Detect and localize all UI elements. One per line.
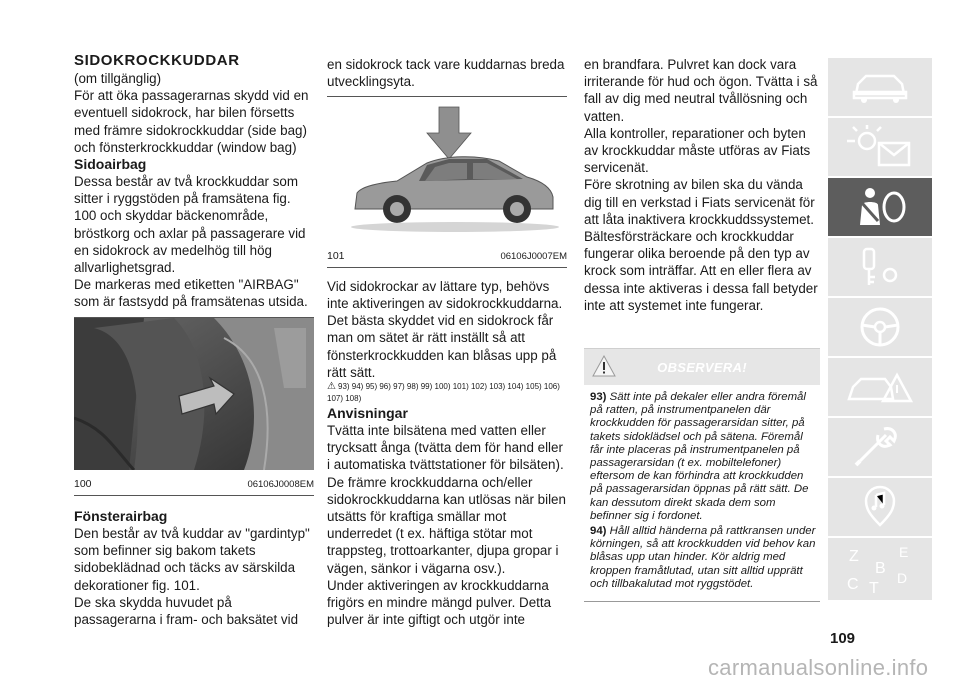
subheading-anvisningar: Anvisningar <box>327 405 408 422</box>
figure-number: 100 <box>74 477 92 490</box>
chapter-tabs <box>828 58 932 602</box>
paragraph: Vid sidokrockar av lättare typ, behövs inte aktiveringen av sidokrockkuddarna. <box>327 278 563 312</box>
paragraph: Före skrotning av bilen ska du vända dig till en verkstad i Fiats servicenät för att låta inaktivera krockkuddssystemet. <box>584 177 815 227</box>
paragraph: Under aktiveringen av krockkuddarna frigörs en mindre mängd pulver. Detta pulver är inte giftigt och utgör inte <box>327 577 552 628</box>
car-icon <box>850 68 910 106</box>
tab-safety[interactable] <box>828 178 932 236</box>
figure-code: 06106J0008EM <box>247 478 314 490</box>
observe-header <box>584 348 820 385</box>
index-letter: E <box>899 544 909 560</box>
index-letter: C <box>847 576 859 593</box>
paragraph: Bältesförsträckare och krockkuddar fungerar olika beroende på den typ av krock som inträffar. Att en eller flera av dessa inte aktiveras i dessa fall betyder inte att systemet inte fungerar. <box>584 229 818 313</box>
subheading-fonsterairbag: Fönsterairbag <box>74 508 168 525</box>
warning-triangle-icon: ⚠ <box>327 381 336 393</box>
tab-multimedia[interactable] <box>828 478 932 536</box>
page-number: 109 <box>830 630 856 647</box>
paragraph: De främre krockkuddarna och/eller sidokrockkuddarna kan utlösas när bilen utsätts för kraftiga smällar mot underredet (t ex. häftiga stötar mot trappsteg, trottoarkanter, djupa gropar i vägen, sänkor i vägarna osv.). <box>327 474 566 576</box>
observe-item <box>590 525 818 591</box>
paragraph: Tvätta inte bilsätena med vatten eller trycksatt ånga (tvätta dem för hand eller i automatiska tvättstationer för bilsäten). <box>327 423 564 473</box>
lights-message-icon <box>845 125 915 169</box>
reference-list: 93) 94) 95) 96) 97) 98) 99) 100) 101) 102) 103) 104) 105) 106) 107) 108) <box>327 382 560 404</box>
warning-references <box>327 381 567 405</box>
key-icon <box>850 245 910 289</box>
tab-steering[interactable] <box>828 298 932 356</box>
column-2 <box>327 56 567 628</box>
index-letter: B <box>875 560 886 577</box>
section-title: SIDOKROCKKUDDAR <box>74 52 240 69</box>
tab-starting-driving[interactable] <box>828 238 932 296</box>
observe-box <box>584 348 820 602</box>
figure-caption <box>327 246 567 267</box>
figure-caption <box>74 474 314 495</box>
index-letter: Z <box>849 548 859 565</box>
column-1 <box>74 52 314 628</box>
paragraph: en sidokrock tack vare kuddarnas breda utvecklingsyta. <box>327 57 565 90</box>
tab-lights-messages[interactable] <box>828 118 932 176</box>
index-letters-icon <box>835 541 925 597</box>
figure-code: 06106J0007EM <box>500 250 567 262</box>
tab-car[interactable] <box>828 58 932 116</box>
car-windowbag-illustration <box>327 97 567 241</box>
watermark: carmanualsonline.info <box>708 655 929 680</box>
observe-item-number: 94) <box>590 525 607 538</box>
observe-item-text: Håll alltid händerna på rattkransen under körningen, så att krockkudden vid behov kan blåsas upp utan hinder. Kör aldrig med kroppen framåtlutad, utan sitt alltid upprätt och tillbakalutad mot ryggstödet. <box>590 525 816 590</box>
wrench-car-icon <box>850 425 910 469</box>
paragraph: Den består av två kuddar av "gardintyp" som befinner sig bakom takets sidobeklädnad och täcks av särskilda dekorationer fig. 101. <box>74 526 310 593</box>
observe-item <box>590 391 818 523</box>
column-3 <box>584 56 820 602</box>
subheading-sidoairbag: Sidoairbag <box>74 156 147 173</box>
breakdown-warning-icon <box>845 365 915 409</box>
seat-sidebag-illustration <box>74 318 314 470</box>
steering-wheel-icon <box>855 305 905 349</box>
multimedia-icon <box>850 485 910 529</box>
paragraph: De ska skydda huvudet på passagerarna i fram- och baksätet vid <box>74 594 299 628</box>
observe-item-number: 93) <box>590 391 607 404</box>
tab-maintenance[interactable] <box>828 418 932 476</box>
tab-index[interactable] <box>828 538 932 600</box>
paragraph: För att öka passagerarnas skydd vid en eventuell sidokrock, har bilen försetts med främre sidokrockkuddar (side bag) och fönsterkrockkuddar (window bag) <box>74 88 309 155</box>
observe-item-text: Sätt inte på dekaler eller andra föremål på ratten, på instrumentpanelen där krockkudden för passagerarsidan sitter, på takets sidoklädsel och på sätena. Föremål får inte placeras på instrumentpanelen på passagerarsidan (t ex. mobiltelefoner) eftersom de kan förhindra att krockkudden på passagerarsidan öppnas på rätt sätt. De kan dessutom direkt skada dem som befinner sig i fordonet. <box>590 391 809 522</box>
figure-101 <box>327 96 567 267</box>
paragraph: en brandfara. Pulvret kan dock vara irriterande för hud och ögon. Tvätta i så fall av dig med neutral tvållösning och vatten. <box>584 57 818 124</box>
paragraph: Alla kontroller, reparationer och byten av krockkuddar måste utföras av Fiats servicenät. <box>584 125 811 176</box>
paragraph: (om tillgänglig) <box>74 71 162 86</box>
index-letter: D <box>897 570 908 586</box>
index-letter: T <box>869 580 879 597</box>
figure-100 <box>74 317 314 496</box>
tab-emergency[interactable] <box>828 358 932 416</box>
paragraph: Det bästa skyddet vid en sidokrock får man om sätet är rätt inställt så att fönsterkrockkudden kan blåsas upp på rätt sätt. <box>327 313 557 380</box>
observe-body <box>584 385 820 601</box>
observe-title: OBSERVERA! <box>657 360 747 376</box>
paragraph: De markeras med etiketten "AIRBAG" som är fastsydd på framsätenas utsida. <box>74 277 308 310</box>
paragraph: Dessa består av två krockkuddar som sitter i ryggstöden på framsätena fig. 100 och skyddar bäckenområde, bröstkorg och axlar på passagerare vid en sidokrock av medelhög till hög allvarlighetsgrad. <box>74 174 306 276</box>
figure-number: 101 <box>327 249 345 262</box>
seatbelt-airbag-icon <box>848 185 912 229</box>
